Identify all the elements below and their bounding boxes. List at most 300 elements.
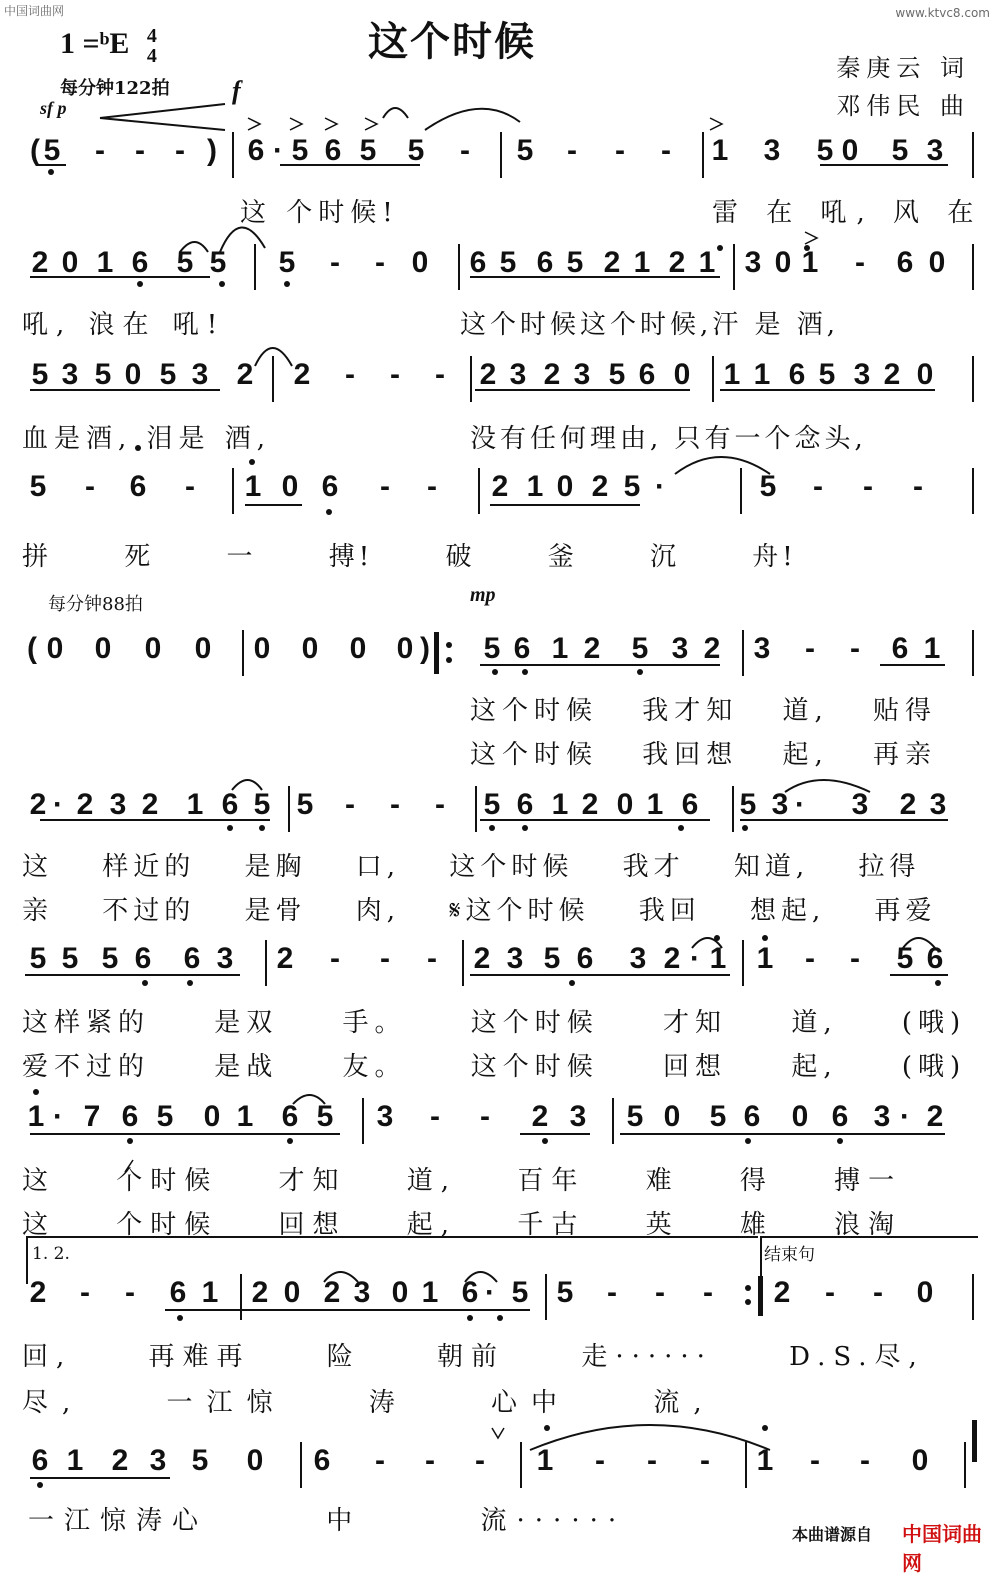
note: ·: [655, 470, 665, 503]
note: 5: [61, 942, 79, 975]
note: 5: [511, 1276, 529, 1309]
note: -: [345, 788, 355, 821]
barline: [545, 1274, 547, 1320]
barline: [232, 468, 234, 514]
barline: [972, 356, 974, 402]
note: 6: [247, 134, 265, 167]
note: 0: [916, 358, 934, 391]
note: 2: [583, 632, 601, 665]
note: 2: [141, 788, 159, 821]
barline: [462, 940, 464, 986]
lyrics-row-5b: [0, 734, 1000, 768]
note: 2: [581, 788, 599, 821]
note: 2: [543, 358, 561, 391]
volta-label-coda: 结束句: [764, 1245, 815, 1265]
barline: [265, 940, 267, 986]
notation-row-3: [0, 352, 1000, 412]
note: 7: [83, 1100, 101, 1133]
note: 1: [201, 1276, 219, 1309]
note: 1: [709, 942, 727, 975]
lyrics-row-6a: [0, 846, 1000, 880]
barline: [478, 468, 480, 514]
notation-row-4: [0, 464, 1000, 524]
note: 2: [29, 1276, 47, 1309]
barline: [972, 630, 974, 676]
note: (: [27, 632, 37, 665]
note: 0: [283, 1276, 301, 1309]
lyric-line: 拼 死 一 搏! 破 釜 沉 舟!: [22, 542, 797, 572]
note: (: [30, 134, 40, 167]
note: 5: [156, 1100, 174, 1133]
note: -: [95, 134, 105, 167]
lyric-line: 亲 不过的 是骨 肉, 𝄋这个时候 我回 想起, 再爱: [22, 896, 937, 926]
note: -: [480, 1100, 490, 1133]
lyric-line: 这 个时候 才知 道, 百年 难 得 搏一: [22, 1166, 903, 1196]
note: 2: [591, 470, 609, 503]
note: 5: [556, 1276, 574, 1309]
notation-row-5: [0, 626, 1000, 686]
note: -: [913, 470, 923, 503]
note: 5: [499, 246, 517, 279]
note: 5: [176, 246, 194, 279]
note: -: [810, 1444, 820, 1477]
note: 5: [291, 134, 309, 167]
note: 5: [29, 942, 47, 975]
lyrics-row-7b: [0, 1046, 1000, 1080]
note: ·: [273, 134, 283, 167]
note: -: [873, 1276, 883, 1309]
note: 5: [631, 632, 649, 665]
lyric-line: 一江惊涛心 中 流······: [28, 1506, 627, 1536]
note: 0: [281, 470, 299, 503]
note: 6: [831, 1100, 849, 1133]
note: 0: [301, 632, 319, 665]
note: 1: [923, 632, 941, 665]
lyrics-row-9a: [0, 1336, 1000, 1370]
composer-credit: 邓伟民 曲: [836, 92, 970, 120]
note: -: [703, 1276, 713, 1309]
note: 0: [673, 358, 691, 391]
barline: [740, 468, 742, 514]
source-site: 中国词曲网: [902, 1522, 982, 1575]
note: -: [125, 1276, 135, 1309]
note: 2: [473, 942, 491, 975]
lyrics-row-6b: [0, 890, 1000, 924]
note: ): [207, 134, 217, 167]
note: 0: [94, 632, 112, 665]
note: 1: [526, 470, 544, 503]
note: -: [460, 134, 470, 167]
note: 1: [236, 1100, 254, 1133]
note: ): [420, 632, 430, 665]
note: 6: [121, 1100, 139, 1133]
note: 5: [316, 1100, 334, 1133]
lyric-line: 这个时候 我回想 起, 再亲: [470, 740, 938, 770]
time-numerator: 4: [146, 25, 157, 47]
note: 0: [253, 632, 271, 665]
note: 2: [491, 470, 509, 503]
barline: [288, 786, 290, 832]
note: -: [813, 470, 823, 503]
note: 0: [841, 134, 859, 167]
note: 6: [461, 1276, 479, 1309]
note: 6: [129, 470, 147, 503]
lyrics-row-7a: [0, 1002, 1000, 1036]
note: -: [430, 1100, 440, 1133]
note: 6: [536, 246, 554, 279]
note: 3: [929, 788, 947, 821]
lyric-line: 这 样近的 是胸 口, 这个时候 我才 知道, 拉得: [22, 852, 921, 882]
note: 5: [816, 134, 834, 167]
notation-row-1: [0, 128, 1000, 188]
note: 0: [616, 788, 634, 821]
note: 2: [703, 632, 721, 665]
note: -: [427, 942, 437, 975]
key-text: 1 =ᵇE: [60, 26, 130, 60]
note: -: [435, 358, 445, 391]
note: -: [607, 1276, 617, 1309]
note: -: [175, 134, 185, 167]
note: 2: [31, 246, 49, 279]
dynamic-f: f: [232, 76, 241, 105]
note: 3: [744, 246, 762, 279]
note: 5: [516, 134, 534, 167]
barline: [254, 244, 256, 290]
note: -: [380, 942, 390, 975]
note: 1: [711, 134, 729, 167]
note: -: [615, 134, 625, 167]
note: 0: [349, 632, 367, 665]
note: 6: [321, 470, 339, 503]
note: 1: [186, 788, 204, 821]
note: ·: [485, 1276, 495, 1309]
note: -: [330, 942, 340, 975]
note: 5: [43, 134, 61, 167]
note: 2: [236, 358, 254, 391]
note: 0: [46, 632, 64, 665]
lyrics-row-2: [0, 304, 1000, 338]
note: 6: [926, 942, 944, 975]
lyric-line: 吼, 浪在 吼!: [22, 310, 226, 340]
barline: [972, 244, 974, 290]
note: 1: [244, 470, 262, 503]
note: 5: [896, 942, 914, 975]
note: 5: [359, 134, 377, 167]
note: 2: [926, 1100, 944, 1133]
note: 5: [739, 788, 757, 821]
barline: [972, 468, 974, 514]
note: 1: [551, 632, 569, 665]
note: -: [427, 470, 437, 503]
note: 3: [573, 358, 591, 391]
note: 5: [483, 788, 501, 821]
note: -: [475, 1444, 485, 1477]
note: 6: [221, 788, 239, 821]
note: ·: [53, 1100, 63, 1133]
barline: [702, 132, 704, 178]
note: 3: [569, 1100, 587, 1133]
note: 1: [66, 1444, 84, 1477]
barline: [712, 356, 714, 402]
note: -: [375, 1444, 385, 1477]
note: 6: [638, 358, 656, 391]
note: -: [805, 632, 815, 665]
note: 5: [159, 358, 177, 391]
note: 2: [276, 942, 294, 975]
note: 5: [891, 134, 909, 167]
note: -: [595, 1444, 605, 1477]
notation-row-9: [0, 1270, 1000, 1330]
note: 2: [668, 246, 686, 279]
note: 2: [111, 1444, 129, 1477]
note: 6: [743, 1100, 761, 1133]
note: 3: [873, 1100, 891, 1133]
note: 3: [753, 632, 771, 665]
note: 5: [818, 358, 836, 391]
lyric-line: 尽, 一江惊 涛 心中 流,: [22, 1388, 716, 1418]
lyrics-row-8b: [0, 1204, 1000, 1238]
barline: [732, 786, 734, 832]
note: 0: [144, 632, 162, 665]
time-denominator: 4: [146, 45, 157, 67]
barline: [300, 1442, 302, 1488]
notation-row-2: [0, 240, 1000, 300]
note: 0: [791, 1100, 809, 1133]
note: -: [860, 1444, 870, 1477]
lyric-line: 这个时候这个时候,汗 是 酒,: [460, 310, 840, 340]
note: 3: [509, 358, 527, 391]
song-title: 这个时候: [368, 18, 536, 65]
note: 6: [324, 134, 342, 167]
note: 6: [681, 788, 699, 821]
note: 2: [603, 246, 621, 279]
note: 6: [788, 358, 806, 391]
note: 6: [183, 942, 201, 975]
note: -: [390, 358, 400, 391]
barline: [458, 244, 460, 290]
note: 6: [169, 1276, 187, 1309]
lyrics-row-9b: [0, 1382, 1000, 1416]
note: 3: [191, 358, 209, 391]
note: 2: [76, 788, 94, 821]
watermark-right: www.ktvc8.com: [895, 6, 990, 20]
note: -: [825, 1276, 835, 1309]
barline: [964, 1442, 966, 1488]
note: 0: [61, 246, 79, 279]
note: 2: [899, 788, 917, 821]
note: 3: [671, 632, 689, 665]
source-label: 本曲谱源自: [792, 1525, 873, 1544]
note: 1: [421, 1276, 439, 1309]
lyric-line: 这 个时候!: [240, 198, 399, 228]
note: 2: [251, 1276, 269, 1309]
note: 5: [566, 246, 584, 279]
note: 0: [411, 246, 429, 279]
note: 5: [608, 358, 626, 391]
lyric-line: 爱不过的 是战 友。 这个时候 回想 起, (哦): [22, 1052, 967, 1082]
note: 6: [131, 246, 149, 279]
note: -: [805, 942, 815, 975]
note: 5: [278, 246, 296, 279]
lyric-line: 这 个时候 回想 起, 千古 英 雄 浪淘: [22, 1210, 903, 1240]
barline: [612, 1098, 614, 1144]
note: 0: [396, 632, 414, 665]
note: 5: [626, 1100, 644, 1133]
note: 0: [391, 1276, 409, 1309]
note: 6: [576, 942, 594, 975]
note: ·: [690, 942, 700, 975]
note: 3: [216, 942, 234, 975]
note: 0: [663, 1100, 681, 1133]
note: 6: [896, 246, 914, 279]
note: 5: [29, 470, 47, 503]
note: 5: [623, 470, 641, 503]
lyric-line: 血是酒, 泪是 酒,: [22, 424, 272, 454]
note: 0: [246, 1444, 264, 1477]
barline: [272, 356, 274, 402]
note: 2: [531, 1100, 549, 1133]
note: 3: [763, 134, 781, 167]
note: 6: [891, 632, 909, 665]
note: 3: [771, 788, 789, 821]
note: -: [185, 470, 195, 503]
note: 3: [926, 134, 944, 167]
note: 5: [543, 942, 561, 975]
note: 0: [203, 1100, 221, 1133]
note: 5: [209, 246, 227, 279]
lyric-line: 回, 再难再 险 朝前 走······ D.S.尽,: [22, 1342, 925, 1372]
notation-row-6: [0, 782, 1000, 842]
lyrics-row-5a: [0, 690, 1000, 724]
lyric-line: 这样紧的 是双 手。 这个时候 才知 道, (哦): [22, 1008, 967, 1038]
note: 6: [134, 942, 152, 975]
note: 1: [723, 358, 741, 391]
note: 0: [124, 358, 142, 391]
note: 3: [353, 1276, 371, 1309]
note: 0: [556, 470, 574, 503]
note: -: [345, 358, 355, 391]
note: ·: [900, 1100, 910, 1133]
note: 0: [911, 1444, 929, 1477]
note: -: [647, 1444, 657, 1477]
lyric-line: 没有任何理由, 只有一个念头,: [470, 424, 867, 454]
note: ·: [795, 788, 805, 821]
note: 2: [479, 358, 497, 391]
notation-row-7: [0, 936, 1000, 996]
note: 3: [376, 1100, 394, 1133]
note: 6: [31, 1444, 49, 1477]
note: 3: [853, 358, 871, 391]
note: -: [655, 1276, 665, 1309]
note: 5: [709, 1100, 727, 1133]
barline: [470, 356, 472, 402]
note: 0: [774, 246, 792, 279]
note: 1: [698, 246, 716, 279]
barline: [972, 1274, 974, 1320]
note: 1: [756, 1444, 774, 1477]
note: 5: [31, 358, 49, 391]
note: 5: [483, 632, 501, 665]
note: 5: [759, 470, 777, 503]
lyrics-row-1: [0, 192, 1000, 226]
tempo-marking-2: 每分钟88拍: [48, 594, 143, 615]
note: -: [80, 1276, 90, 1309]
note: 2: [323, 1276, 341, 1309]
lyric-line: 雷 在 吼, 风 在: [712, 198, 984, 228]
note: -: [425, 1444, 435, 1477]
notation-row-10: [0, 1438, 1000, 1498]
note: 3: [851, 788, 869, 821]
note: 2: [663, 942, 681, 975]
notation-row-8: [0, 1094, 1000, 1154]
note: 1: [536, 1444, 554, 1477]
lyricist-credit: 秦庚云 词: [836, 54, 970, 82]
note: 3: [109, 788, 127, 821]
note: -: [330, 246, 340, 279]
barline: [240, 1274, 242, 1320]
note: 0: [916, 1276, 934, 1309]
note: 5: [94, 358, 112, 391]
tempo-marking-1: 每分钟122拍: [60, 78, 170, 99]
note: -: [863, 470, 873, 503]
note: -: [567, 134, 577, 167]
barline: [733, 244, 735, 290]
note: 3: [506, 942, 524, 975]
barline: [232, 132, 234, 178]
note: 1: [551, 788, 569, 821]
note: 3: [149, 1444, 167, 1477]
note: -: [390, 788, 400, 821]
note: 1: [646, 788, 664, 821]
note: 2: [29, 788, 47, 821]
note: 6: [469, 246, 487, 279]
note: 1: [633, 246, 651, 279]
note: 1: [96, 246, 114, 279]
note: 5: [296, 788, 314, 821]
note: -: [661, 134, 671, 167]
note: 1: [753, 358, 771, 391]
barline: [972, 132, 974, 178]
note: 5: [191, 1444, 209, 1477]
note: 3: [629, 942, 647, 975]
note: -: [380, 470, 390, 503]
note: 5: [407, 134, 425, 167]
note: ·: [53, 788, 63, 821]
note: 6: [281, 1100, 299, 1133]
note: -: [135, 134, 145, 167]
note: 1: [801, 246, 819, 279]
note: 6: [516, 788, 534, 821]
note: 6: [513, 632, 531, 665]
barline: [242, 630, 244, 676]
note: 5: [101, 942, 119, 975]
note: 2: [773, 1276, 791, 1309]
note: -: [850, 632, 860, 665]
note: -: [375, 246, 385, 279]
note: 3: [61, 358, 79, 391]
lyrics-row-8a: [0, 1160, 1000, 1194]
note: -: [85, 470, 95, 503]
volta-label-first: 1. 2.: [32, 1244, 70, 1264]
note: 5: [253, 788, 271, 821]
barline: [500, 132, 502, 178]
dynamic-mp: mp: [470, 584, 496, 606]
dynamic-sfp: sf p: [40, 98, 67, 118]
lyrics-row-3: [0, 418, 1000, 452]
note: -: [435, 788, 445, 821]
note: 0: [194, 632, 212, 665]
barline: [742, 630, 744, 676]
